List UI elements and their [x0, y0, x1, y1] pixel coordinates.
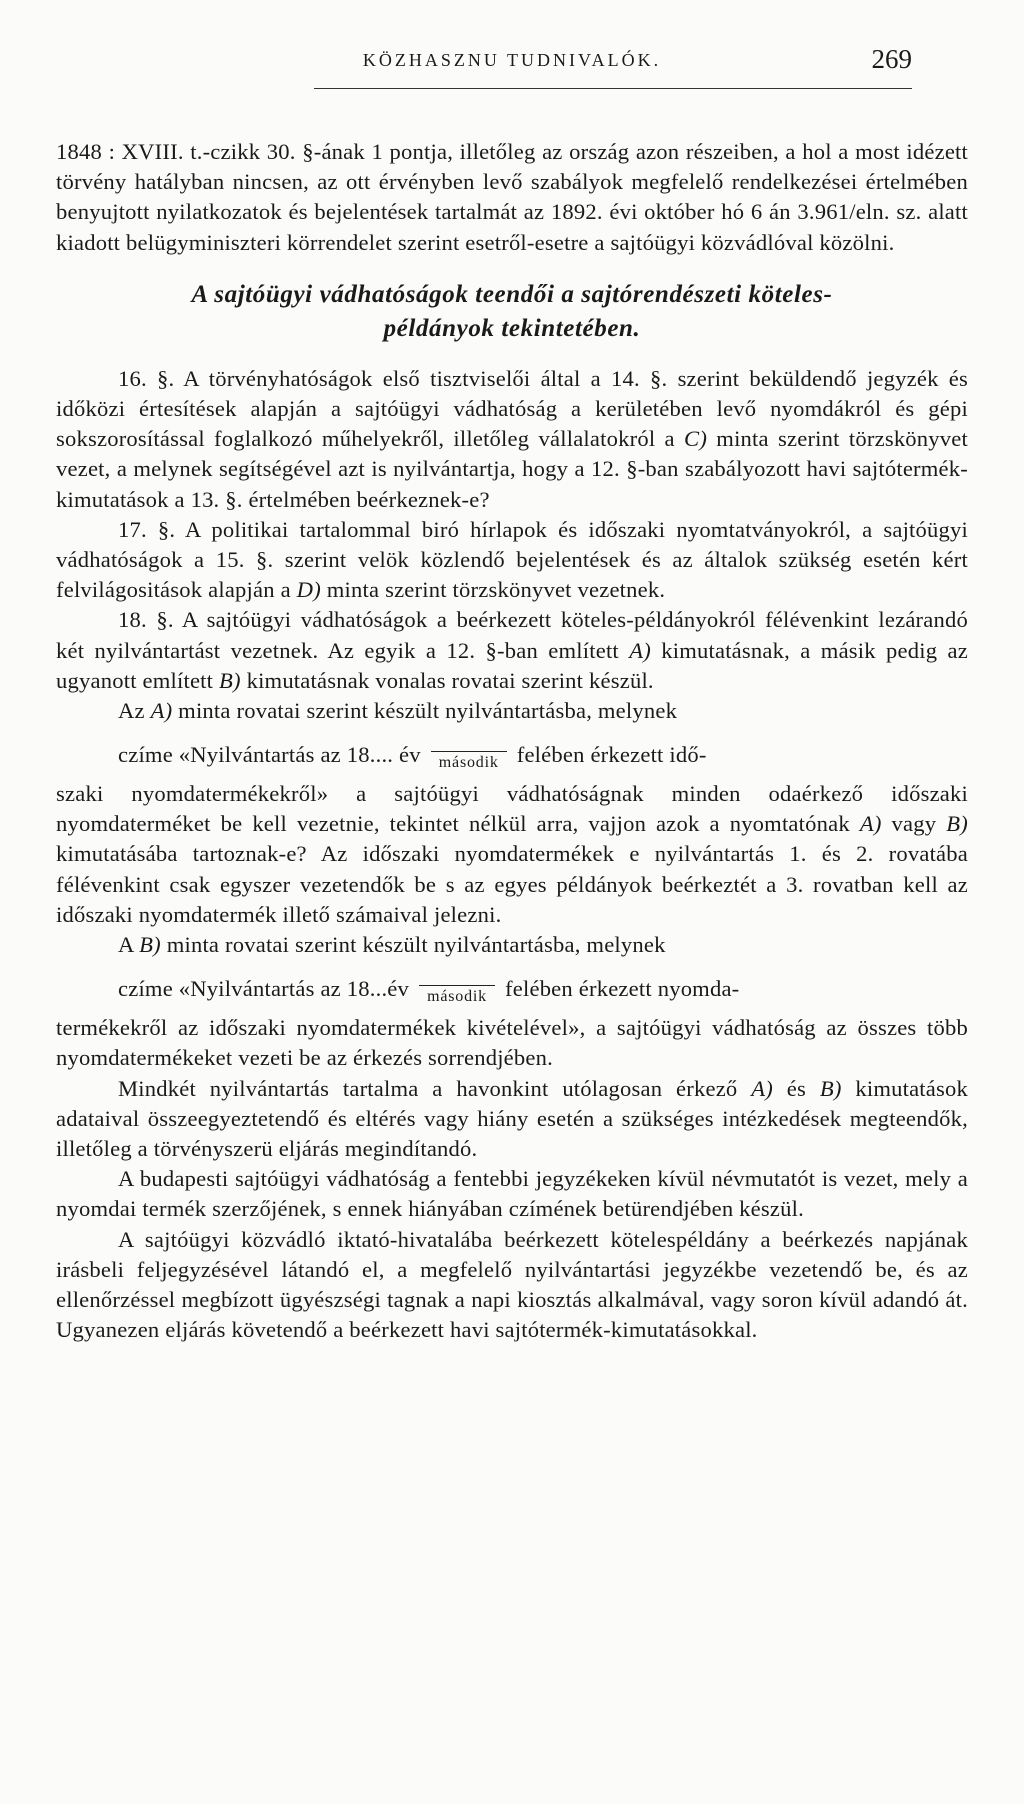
body-text: [56, 137, 968, 1345]
paragraph-a-fraction-line: [56, 740, 968, 771]
running-head: [56, 44, 968, 78]
p18-text-a: 18. §. A sajtóügyi vádhatóságok a beérkezett köteles-példányokról félévenkint lezárandó két nyilvántartást vezetnek. Az egyik a 12. §-ban említett: [56, 607, 968, 663]
paragraph-18: [56, 605, 968, 696]
paragraph-a-continuation: [56, 779, 968, 930]
pb-frac-before: czíme «Nyilvántartás az 18...év: [118, 976, 410, 1002]
paragraph-b-intro: [56, 930, 968, 960]
p17-letter: D): [296, 577, 321, 603]
p16-letter: C): [684, 426, 708, 452]
pb-text-a: A: [118, 932, 140, 958]
pa-cont-b: vagy: [881, 811, 947, 837]
fraction-denominator: második: [427, 988, 487, 1006]
p18-text-c: kimutatásnak vonalas rovatai szerint készül.: [240, 667, 654, 693]
paragraph-16: [56, 364, 968, 515]
page-number: 269: [871, 44, 912, 74]
pc-letter-b: B): [819, 1075, 842, 1101]
pa-cont-letter-b: B): [946, 811, 968, 837]
p18-letter-b: B): [218, 667, 241, 693]
paragraph-continuation: 1848 : XVIII. t.-czikk 30. §-ának 1 pontja, illetőleg az ország azon részeiben, a hol a most idézett törvény hatályban nincsen, az ott érvényben levő szabályok megfelelő rendelkezései értelmében benyujtott nyilatkozatok és bejelentések tartalmát az 1892. évi október hó 6 án 3.961/eln. sz. alatt kiadott belügyminiszteri körrendelet szerint esetről-esetre a sajtóügyi közvádlóval közölni.: [56, 139, 968, 255]
running-title: KÖZHASZNU TUDNIVALÓK.: [362, 50, 662, 70]
pa-cont-c: kimutatásába tartoznak-e? Az időszaki nyomdatermékek e nyilvántartás 1. és 2. rovatába félévenkint csak egyszer vezetendők be s az egyes példányok beérkeztét a 3. rovatban kell az időszaki nyomdatermék illető számaival jelezni.: [56, 841, 968, 927]
pb-letter: B): [139, 932, 161, 958]
paragraph-prosecutor: A sajtóügyi közvádló iktató-hivatalába beérkezett kötelespéldány a beérkezés napjának irásbeli feljegyzésével látandó el, a megfelelő nyilvántartási jegyzékbe vezetendő be, és az ellenőrzéssel megbízott ügyészségi tagnak a napi kiosztás alkalmával, vagy soron kívül adandó át. Ugyanezen eljárás követendő a beérkezett havi sajtótermék-kimutatásokkal.: [56, 1226, 968, 1343]
pc-text-b: és: [772, 1075, 820, 1101]
paragraph-both-registers: [56, 1074, 968, 1165]
paragraph-budapest: A budapesti sajtóügyi vádhatóság a fentebbi jegyzékeken kívül névmutatót is vezet, mely a nyomdai termék szerzőjének, s ennek hiányában czímének betürendjében készül.: [56, 1166, 968, 1222]
pc-text-c: kimutatások adataival összeegyeztetendő és eltérés vagy hiány esetén a szükséges intézkedések megteendők, illetőleg a törvényszerü eljárás megindítandó.: [56, 1075, 968, 1161]
pb-frac-after: felében érkezett nyomda-: [505, 976, 740, 1002]
pa-letter: A): [150, 698, 173, 724]
pa-frac-after: felében érkezett idő-: [516, 742, 707, 768]
pb-text-b: minta rovatai szerint készült nyilvántartásba, melynek: [160, 932, 666, 958]
header-rule: [314, 88, 912, 89]
paragraph-a-intro: [56, 696, 968, 726]
p18-letter-a: A): [629, 637, 651, 663]
paragraph-b-continuation: termékekről az időszaki nyomdatermékek kivételével», a sajtóügyi vádhatóság az összes több nyomdatermékeket vezeti be az érkezés sorrendjében.: [56, 1015, 968, 1071]
pa-text-a: Az: [118, 698, 151, 724]
pa-cont-a: szaki nyomdatermékekről» a sajtóügyi vádhatóságnak minden odaérkező időszaki nyomdaterméket be kell vezetnie, tekintet nélkül arra, vajjon azok a nyomtatónak: [56, 781, 968, 837]
paragraph-b-fraction-line: [56, 974, 968, 1005]
paragraph-17: [56, 515, 968, 606]
pc-text-a: Mindkét nyilvántartás tartalma a havonkint utólagosan érkező: [118, 1075, 752, 1101]
p17-text-b: minta szerint törzskönyvet vezetnek.: [320, 577, 666, 603]
p16-text-a: 16. §. A törvényhatóságok első tisztviselői által a 14. §. szerint beküldendő jegyzék és időközi értesítések alapján a sajtóügyi vádhatóság a kerületében levő nyomdákról és gépi sokszorosítással foglalkozó műhelyekről, illetőleg vállalatokról a: [56, 365, 968, 452]
half-year-fraction: [431, 743, 507, 771]
pc-letter-a: A): [751, 1075, 773, 1101]
pa-text-b: minta rovatai szerint készült nyilvántartásba, melynek: [172, 698, 678, 724]
section-title-line-2: példányok tekintetében.: [383, 314, 641, 342]
half-year-fraction: [419, 977, 495, 1005]
fraction-denominator: második: [438, 754, 499, 772]
section-title-line-1: A sajtóügyi vádhatóságok teendői a sajtórendészeti köteles-: [191, 280, 833, 308]
p17-text-a: 17. §. A politikai tartalommal biró hírlapok és időszaki nyomtatványokról, a sajtóügyi vádhatóságok a 15. §. szerint velök közlendő bejelentések és az általok szükség esetén kért felvilágositások alapján a: [56, 516, 968, 603]
section-title: [56, 278, 968, 346]
p18-text-b: kimutatásnak, a másik pedig az ugyanott említett: [56, 637, 969, 693]
pa-cont-letter-a: A): [859, 811, 882, 837]
p16-text-b: minta szerint törzskönyvet vezet, a melynek segítségével azt is nyilvántartja, hogy a 12. §-ban szabályozott havi sajtótermék-kimutatások a 13. §. értelmében beérkeznek-e?: [56, 426, 969, 512]
pa-frac-before: czíme «Nyilvántartás az 18.... év: [118, 742, 421, 768]
